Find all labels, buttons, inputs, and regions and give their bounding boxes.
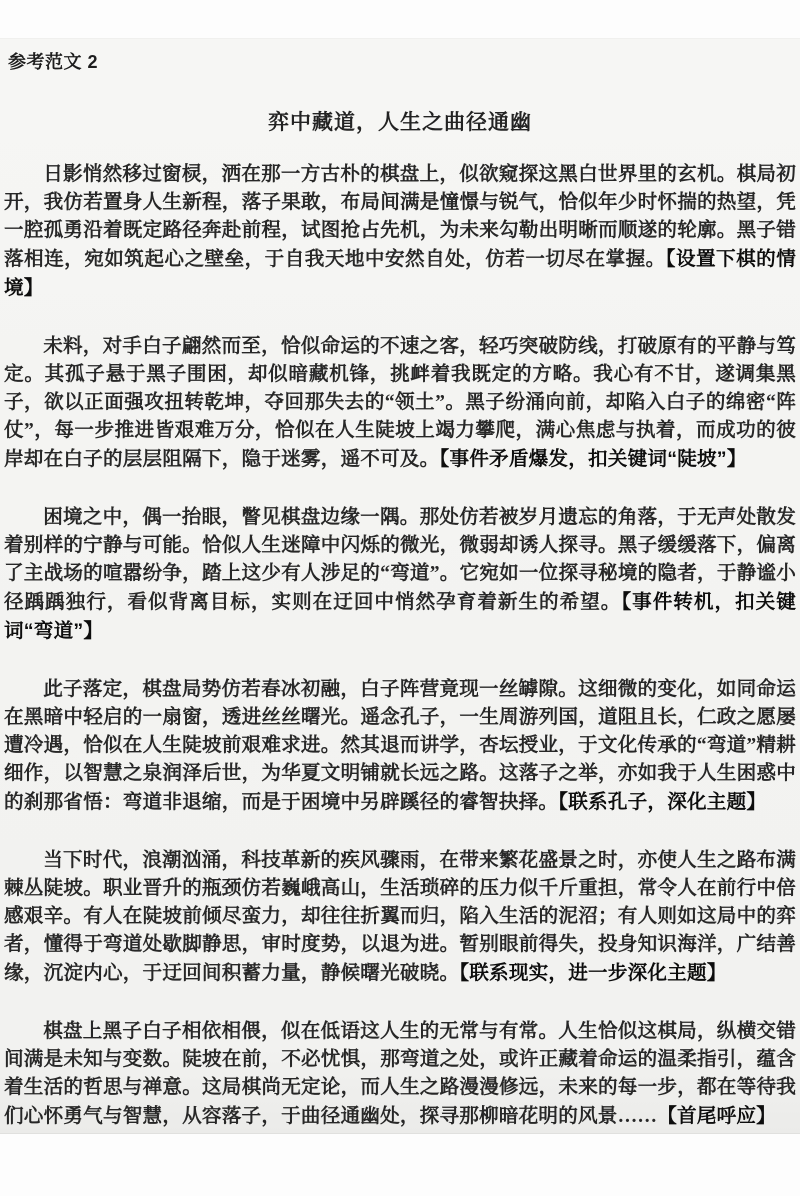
paragraph-text: 此子落定，棋盘局势仿若春冰初融，白子阵营竟现一丝罅隙。这细微的变化，如同命运在黑暗中轻启的一扇窗，透进丝丝曙光。遥念孔子，一生周游列国，道阻且长，仁政之愿屡遭冷遇，恰似在人生陡坡前艰难求进。然其退而讲学，杏坛授业，于文化传承的“弯道”精耕细作，以智慧之泉润泽后世，为华夏文明铺就长远之路。这落子之举，亦如我于人生困惑中的刹那省悟：弯道非退缩，而是于困境中另辟蹊径的睿智抉择。 [4,679,796,813]
teacher-annotation: 【事件矛盾爆发，扣关键词“陡坡”】 [439,448,747,470]
paragraph-text: 日影悄然移过窗棂，洒在那一方古朴的棋盘上，似欲窥探这黑白世界里的玄机。棋局初开，我仿若置身人生新程，落子果敢，布局间满是憧憬与锐气，恰似年少时怀揣的热望，凭一腔孤勇沿着既定路径奔赴前程，试图抢占先机，为未来勾勒出明晰而顺遂的轮廓。黑子错落相连，宛如筑起心之壁垒，于自我天地中安然自处，仿若一切尽在掌握。 [4,164,796,270]
teacher-annotation: 【设置下棋的情境】 [4,248,796,299]
essay-paragraph-3 [4,504,796,646]
essay-body [0,161,800,1131]
document-label: 参考范文 2 [8,52,99,72]
teacher-annotation: 【首尾呼应】 [657,1105,776,1127]
paragraph-text: 困境之中，偶一抬眼，瞥见棋盘边缘一隅。那处仿若被岁月遗忘的角落，于无声处散发着别样的宁静与可能。恰似人生迷障中闪烁的微光，微弱却诱人探寻。黑子缓缓落下，偏离了主战场的喧嚣纷争，踏上这少有人涉足的“弯道”。它宛如一位探寻秘境的隐者，于静谧小径踽踽独行，看似背离目标，实则在迂回中悄然孕育着新生的希望。 [4,507,796,613]
paragraph-text: 棋盘上黑子白子相依相偎，似在低语这人生的无常与有常。人生恰似这棋局，纵横交错间满是未知与变数。陡坡在前，不必忧惧，那弯道之处，或许正藏着命运的温柔指引，蕴含着生活的哲思与禅意。这局棋尚无定论，而人生之路漫漫修远，未来的每一步，都在等待我们心怀勇气与智慧，从容落子，于曲径通幽处，探寻那柳暗花明的风景…… [4,1021,796,1127]
essay-paragraph-2 [4,333,796,474]
essay-paragraph-1 [4,161,796,303]
essay-title: 弈中藏道，人生之曲径通幽 [268,110,532,134]
paragraph-text: 当下时代，浪潮汹涌，科技革新的疾风骤雨，在带来繁花盛景之时，亦使人生之路布满棘丛陡坡。职业晋升的瓶颈仿若巍峨高山，生活琐碎的压力似千斤重担，常令人在前行中倍感艰辛。有人在陡坡前倾尽蛮力，却往往折翼而归，陷入生活的泥沼；有人则如这局中的弈者，懂得于弯道处歇脚静思，审时度势，以退为进。暂别眼前得失，投身知识海洋，广结善缘，沉淀内心，于迂回间积蓄力量，静候曙光破晓。 [4,850,796,984]
teacher-annotation: 【联系孔子，深化主题】 [558,791,767,813]
document-photo [0,38,800,1134]
essay-paragraph-5 [4,847,796,988]
teacher-annotation: 【联系现实，进一步深化主题】 [459,962,727,984]
teacher-annotation: 【事件转机，扣关键词“弯道”】 [4,591,797,642]
essay-paragraph-6 [4,1018,796,1131]
essay-paragraph-4 [4,676,796,817]
paragraph-text: 未料，对手白子翩然而至，恰似命运的不速之客，轻巧突破防线，打破原有的平静与笃定。其孤子悬于黑子围困，却似暗藏机锋，挑衅着我既定的方略。我心有不甘，遂调集黑子，欲以正面强攻扭转乾坤，夺回那失去的“领土”。黑子纷涌向前，却陷入白子的绵密“阵仗”，每一步推进皆艰难万分，恰似在人生陡坡上竭力攀爬，满心焦虑与执着，而成功的彼岸却在白子的层层阻隔下，隐于迷雾，遥不可及。 [4,336,796,470]
